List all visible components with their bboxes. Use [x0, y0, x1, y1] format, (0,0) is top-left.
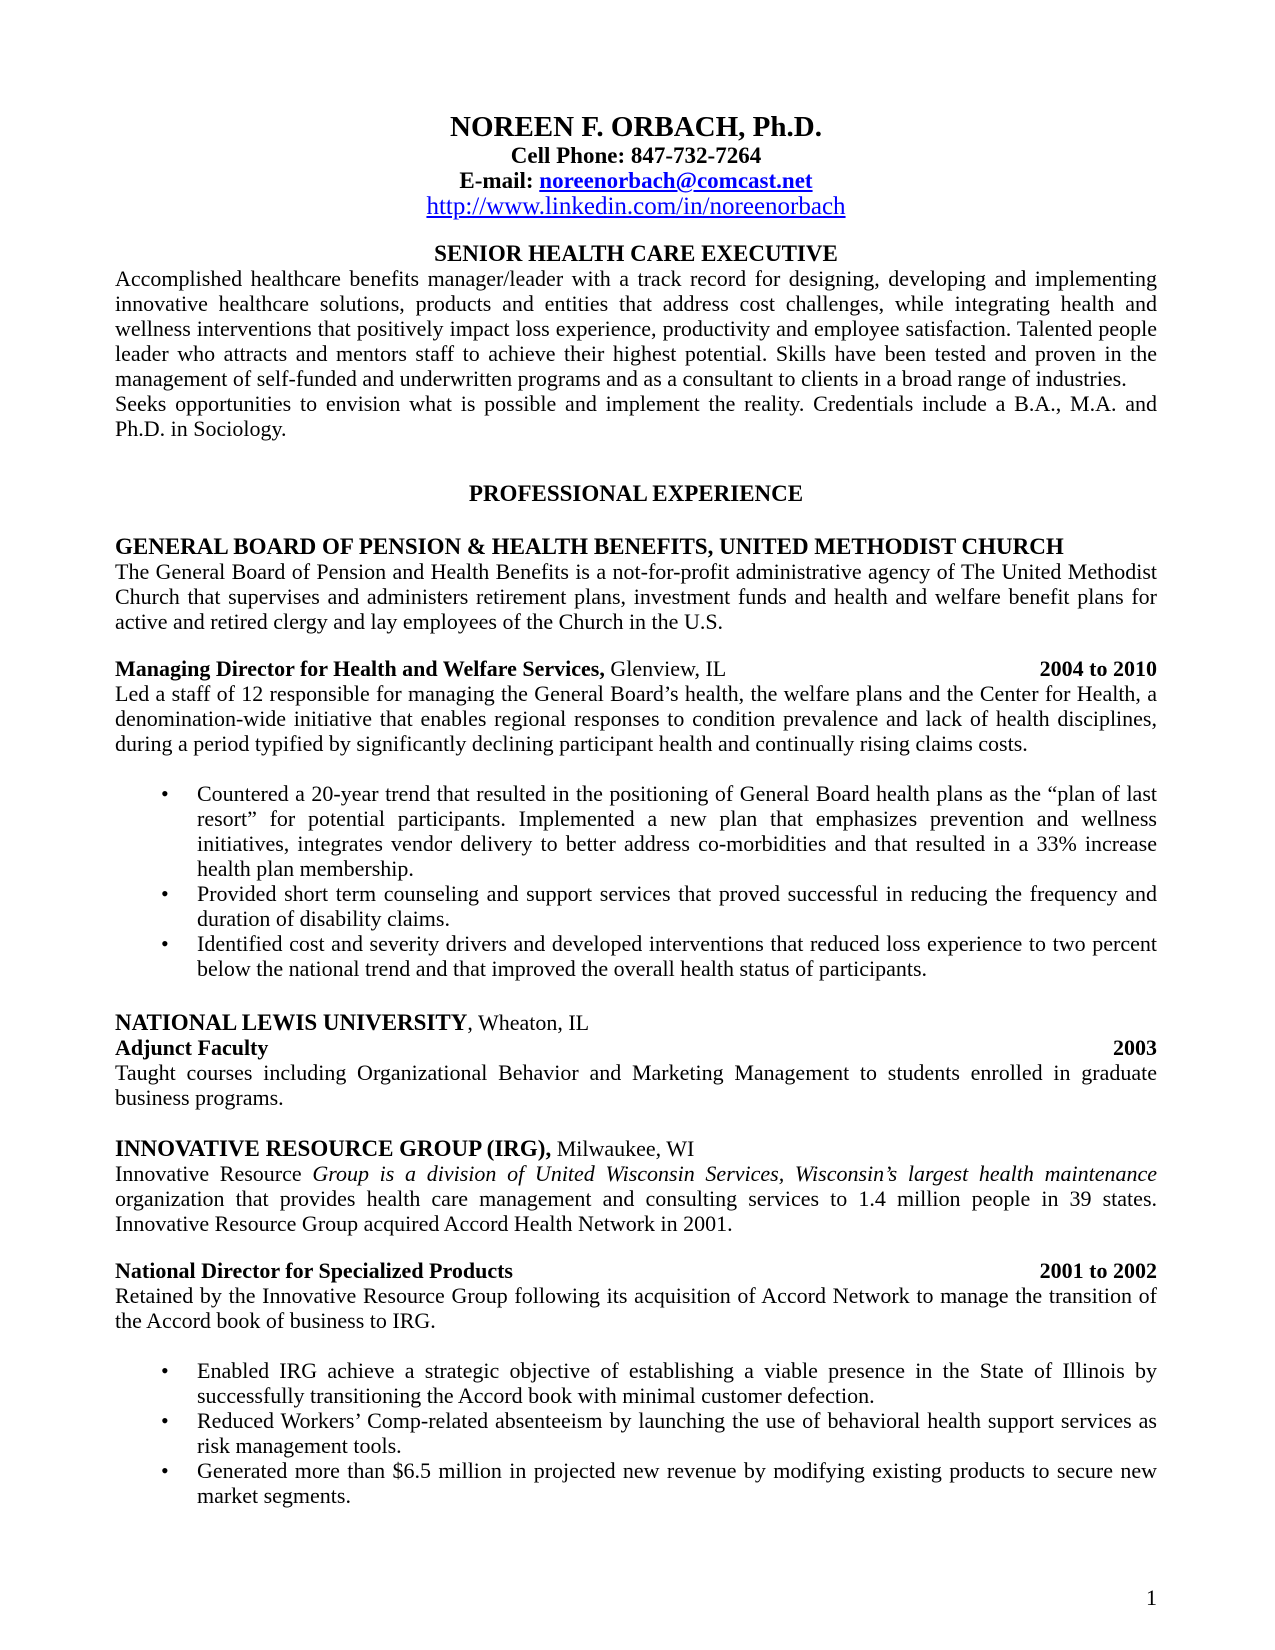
company-location: , Wheaton, IL: [467, 1010, 590, 1035]
company-description-part: Innovative Resource: [115, 1161, 313, 1186]
achievement-item: • Enabled IRG achieve a strategic objective of establishing a viable presence in the State of Illinois by successfully transitioning the Accord book with minimal customer defection.: [115, 1358, 1157, 1408]
company-name-national-lewis: [115, 1010, 1157, 1035]
achievement-item: • Provided short term counseling and support services that proved successful in reducing the frequency and duration of disability claims.: [115, 881, 1157, 931]
employer-general-board: [115, 534, 1157, 981]
achievement-list-irg: [115, 1358, 1157, 1508]
achievement-item: • Generated more than $6.5 million in projected new revenue by modifying existing products to secure new market segments.: [115, 1458, 1157, 1508]
role-row-adjunct-faculty: [115, 1035, 1157, 1060]
achievement-list-general-board: [115, 781, 1157, 981]
experience-section-title: PROFESSIONAL EXPERIENCE: [468, 481, 804, 506]
company-name-irg: [115, 1136, 1157, 1161]
linkedin-link[interactable]: http://www.linkedin.com/in/noreenorbach: [426, 193, 846, 220]
company-name: INNOVATIVE RESOURCE GROUP (IRG),: [115, 1136, 552, 1161]
role-description-adjunct-faculty: Taught courses including Organizational Behavior and Marketing Management to students enrolled in graduate business programs.: [115, 1060, 1157, 1110]
role-title: Managing Director for Health and Welfare Services,: [115, 656, 605, 681]
employer-national-lewis: [115, 1010, 1157, 1110]
role-title-line: [115, 656, 726, 681]
role-dates: 2004 to 2010: [1039, 656, 1157, 681]
company-name-general-board: GENERAL BOARD OF PENSION & HEALTH BENEFITS, UNITED METHODIST CHURCH: [115, 534, 1064, 559]
role-row-managing-director: [115, 656, 1157, 681]
company-description-part: organization that provides health care management and consulting services to 1.4 million people in 39 states. Innovative Resource Group acquired Accord Health Network in 2001.: [115, 1186, 1157, 1236]
email-line: [115, 168, 1157, 193]
role-dates: 2001 to 2002: [1039, 1258, 1157, 1283]
contact-header: [115, 112, 1157, 221]
summary-paragraph-2: Seeks opportunities to envision what is possible and implement the reality. Credentials include a B.A., M.A. and Ph.D. in Sociology.: [115, 391, 1157, 441]
email-link[interactable]: noreenorbach@comcast.net: [539, 168, 813, 193]
company-description-general-board: The General Board of Pension and Health Benefits is a not-for-profit administrative agency of The United Methodist Church that supervises and administers retirement plans, investment funds and health and welfare benefit plans for active and retired clergy and lay employees of the Church in the U.S.: [115, 559, 1157, 634]
role-title: Adjunct Faculty: [115, 1035, 269, 1060]
summary-section: [115, 241, 1157, 441]
achievement-item: • Countered a 20-year trend that resulted in the positioning of General Board health plans as the “plan of last resort” for potential participants. Implemented a new plan that emphasizes prevention and wellness initiatives, integrates vendor delivery to better address co-morbidities and that resulted in a 33% increase health plan membership.: [115, 781, 1157, 881]
cell-phone-line: Cell Phone: 847-732-7264: [510, 143, 762, 168]
page-number: 1: [1146, 1585, 1157, 1610]
role-description-managing-director: Led a staff of 12 responsible for managing the General Board’s health, the welfare plans and the Center for Health, a denomination-wide initiative that enables regional responses to condition prevalence and lack of health disciplines, during a period typified by significantly declining participant health and continually rising claims costs.: [115, 681, 1157, 756]
achievement-item: • Identified cost and severity drivers and developed interventions that reduced loss experience to two percent below the national trend and that improved the overall health status of participants.: [115, 931, 1157, 981]
summary-title: SENIOR HEALTH CARE EXECUTIVE: [434, 241, 838, 266]
achievement-item: • Reduced Workers’ Comp-related absenteeism by launching the use of behavioral health support services as risk management tools.: [115, 1408, 1157, 1458]
company-name: NATIONAL LEWIS UNIVERSITY: [115, 1010, 468, 1035]
role-description-national-director: Retained by the Innovative Resource Group following its acquisition of Accord Network to manage the transition of the Accord book of business to IRG.: [115, 1283, 1157, 1333]
role-location: Glenview, IL: [604, 656, 727, 681]
role-title: National Director for Specialized Products: [115, 1258, 513, 1283]
summary-paragraph-1: Accomplished healthcare benefits manager/leader with a track record for designing, developing and implementing innovative healthcare solutions, products and entities that address cost challenges, while integrating health and wellness interventions that positively impact loss experience, productivity and employee satisfaction. Talented people leader who attracts and mentors staff to achieve their highest potential. Skills have been tested and proven in the management of self-funded and underwritten programs and as a consultant to clients in a broad range of industries.: [115, 266, 1157, 391]
employer-irg: [115, 1136, 1157, 1508]
role-row-national-director: [115, 1258, 1157, 1283]
person-name: NOREEN F. ORBACH, Ph.D.: [450, 111, 822, 143]
company-location: Milwaukee, WI: [551, 1136, 695, 1161]
company-description-italic-part: Group is a division of United Wisconsin Services, Wisconsin’s largest health maintenance: [312, 1161, 1157, 1186]
linkedin-line: [115, 193, 1157, 221]
role-dates: 2003: [1113, 1035, 1157, 1060]
email-label: E-mail:: [459, 168, 534, 193]
company-description-irg: [115, 1161, 1157, 1236]
